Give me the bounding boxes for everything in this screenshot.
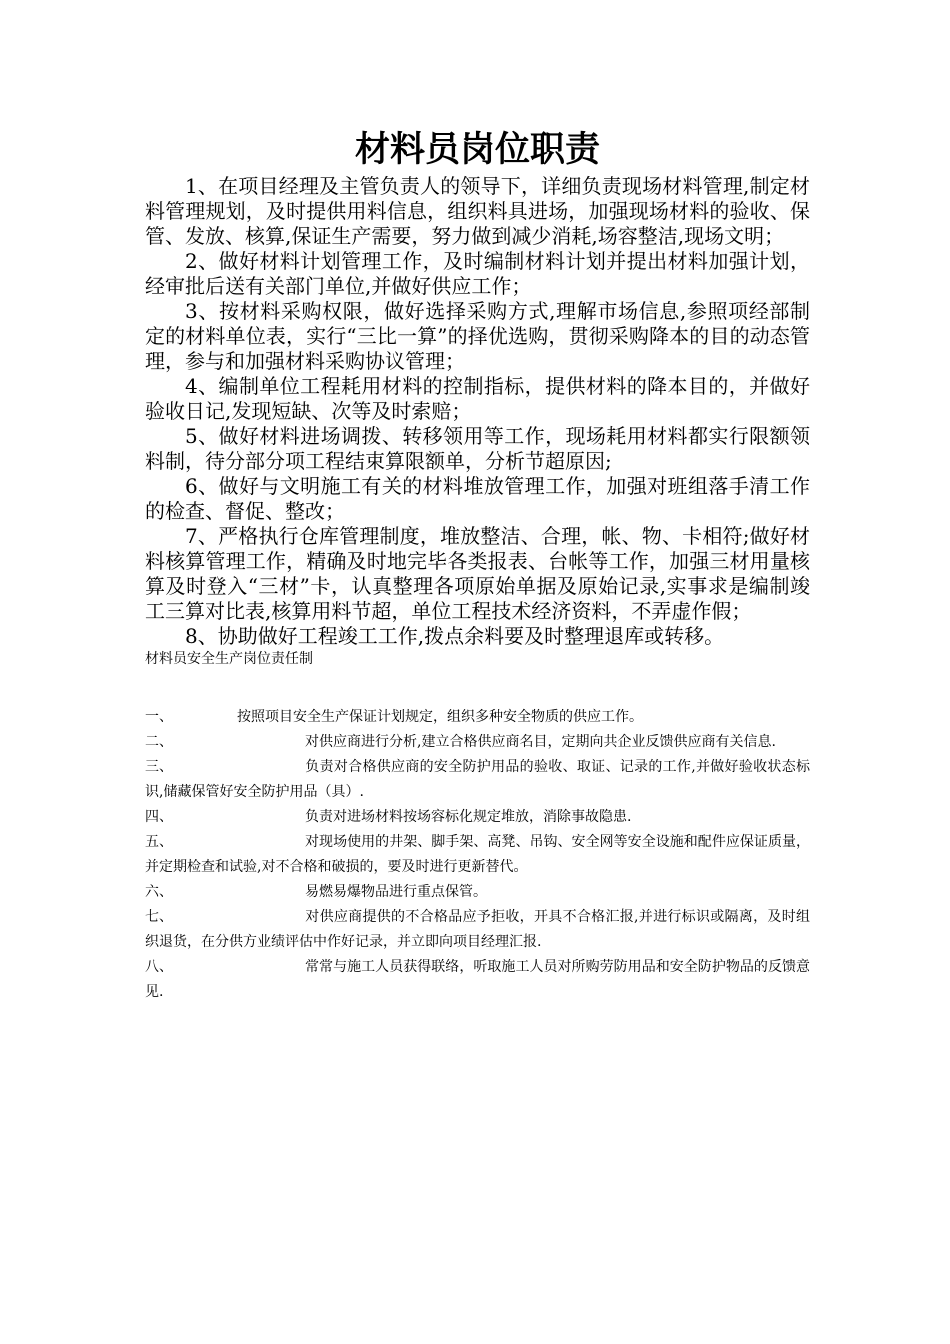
safety-item-text: 按照项目安全生产保证计划规定，组织多种安全物质的供应工作。 — [237, 709, 643, 725]
safety-item — [145, 955, 810, 1005]
safety-item-number: 七、 — [145, 909, 173, 925]
safety-item — [145, 755, 810, 805]
safety-section-title: 材料员安全生产岗位责任制 — [145, 651, 313, 667]
duty-paragraph: 6、做好与文明施工有关的材料堆放管理工作，加强对班组落手清工作的检查、督促、整改； — [145, 474, 810, 523]
safety-item-number: 二、 — [145, 734, 173, 750]
safety-item-number: 五、 — [145, 834, 173, 850]
document-title: 材料员岗位职责 — [354, 130, 600, 170]
document-page — [145, 128, 810, 1005]
safety-item — [145, 830, 810, 880]
safety-item-text: 对供应商提供的不合格品应予拒收，开具不合格汇报,并进行标识或隔离，及时组织退货，在分供方业绩评估中作好记录，并立即向项目经理汇报. — [145, 909, 810, 950]
safety-item-text: 负责对进场材料按场容标化规定堆放，消除事故隐患. — [305, 809, 632, 825]
safety-item — [145, 880, 810, 905]
safety-item-text: 对现场使用的井架、脚手架、高凳、吊钩、安全网等安全设施和配件应保证质量，并定期检查和试验,对不合格和破损的，要及时进行更新替代。 — [145, 834, 810, 875]
safety-item-number: 一、 — [145, 709, 173, 725]
duty-paragraph: 1、在项目经理及主管负责人的领导下，详细负责现场材料管理,制定材料管理规划，及时提供用料信息，组织料具进场，加强现场材料的验收、保管、发放、核算,保证生产需要，努力做到减少消耗,场容整洁,现场文明； — [145, 174, 810, 248]
safety-item — [145, 905, 810, 955]
safety-item-text: 常常与施工人员获得联络，听取施工人员对所购劳防用品和安全防护物品的反馈意见. — [145, 959, 810, 1000]
safety-item-text: 负责对合格供应商的安全防护用品的验收、取证、记录的工作,并做好验收状态标识,储藏保管好安全防护用品（具）. — [145, 759, 810, 800]
safety-item-text: 对供应商进行分析,建立合格供应商名目，定期向共企业反馈供应商有关信息. — [305, 734, 776, 750]
duty-paragraph: 3、按材料采购权限，做好选择采购方式,理解市场信息,参照项经部制定的材料单位表，实行“三比一算”的择优选购，贯彻采购降本的目的动态管理，参与和加强材料采购协议管理； — [145, 299, 810, 373]
safety-item-number: 六、 — [145, 884, 173, 900]
safety-item — [145, 805, 810, 830]
duty-paragraph: 7、严格执行仓库管理制度，堆放整洁、合理，帐、物、卡相符;做好材料核算管理工作，精确及时地完毕各类报表、台帐等工作，加强三材用量核算及时登入“三材”卡，认真整理各项原始单据及原始记录,实事求是编制竣工三算对比表,核算用料节超，单位工程技术经济资料，不弄虚作假； — [145, 524, 810, 623]
safety-item — [145, 705, 810, 730]
duty-paragraph: 4、编制单位工程耗用材料的控制指标，提供材料的降本目的，并做好验收日记,发现短缺、次等及时索赔； — [145, 374, 810, 423]
safety-item-number: 三、 — [145, 759, 173, 775]
safety-item-number: 八、 — [145, 959, 173, 975]
duties-section — [145, 174, 810, 649]
duty-paragraph: 2、做好材料计划管理工作，及时编制材料计划并提出材料加强计划，经审批后送有关部门单位,并做好供应工作； — [145, 249, 810, 298]
safety-item-text: 易燃易爆物品进行重点保管。 — [305, 884, 487, 900]
safety-item-number: 四、 — [145, 809, 173, 825]
duty-paragraph: 5、做好材料进场调拨、转移领用等工作，现场耗用材料都实行限额领料制，待分部分项工程结束算限额单，分析节超原因; — [145, 424, 810, 473]
safety-item — [145, 730, 810, 755]
duty-paragraph: 8、协助做好工程竣工工作,拨点余料要及时整理退库或转移。 — [185, 624, 725, 648]
safety-list — [145, 705, 810, 1005]
